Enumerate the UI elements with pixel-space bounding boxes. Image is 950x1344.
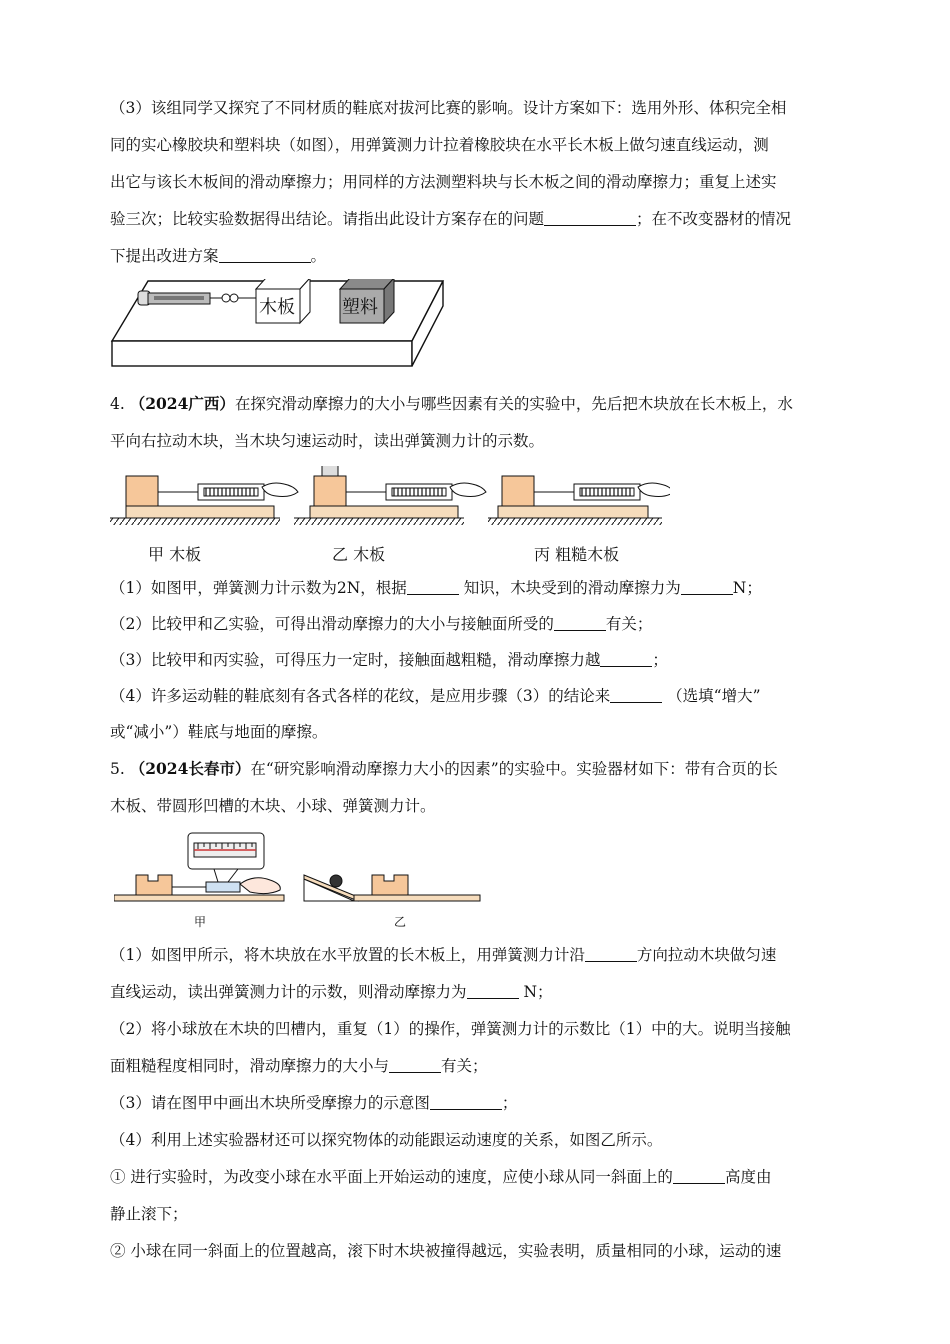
q4-intro-line2: 平向右拉动木块，当木块匀速运动时，读出弹簧测力计的示数。 xyxy=(110,432,545,450)
grooved-block xyxy=(136,875,172,895)
q3-line5 xyxy=(110,238,840,275)
q4-p1-tail: N； xyxy=(732,579,762,597)
grooved-block xyxy=(372,875,408,895)
q5-p1-cont-text: 直线运动，读出弹簧测力计的示数，则滑动摩擦力为 xyxy=(110,983,467,1001)
answer-blank[interactable] xyxy=(610,687,662,704)
q5-intro-line1 xyxy=(110,750,840,788)
answer-blank[interactable] xyxy=(219,247,311,264)
q5-p2-tail: 有关； xyxy=(441,1057,488,1075)
q5-part2-cont xyxy=(110,1048,840,1085)
q5-sub1-text: ① 进行实验时，为改变小球在水平面上开始运动的速度，应使小球从同一斜面上的 xyxy=(110,1168,673,1186)
q4-intro-text: 在探究滑动摩擦力的大小与哪些因素有关的实验中，先后把木块放在长木板上，水 xyxy=(234,395,793,413)
answer-blank[interactable] xyxy=(467,983,519,1000)
spring-scale-icon xyxy=(206,882,240,892)
q4-part3 xyxy=(110,642,840,678)
caption-yi: 乙 木板 xyxy=(332,545,386,564)
answer-blank[interactable] xyxy=(600,651,652,668)
caption-jia: 甲 木板 xyxy=(148,545,202,564)
figure-yi-5 xyxy=(304,875,480,901)
q3-line2: 同的实心橡胶块和塑料块（如图），用弹簧测力计拉着橡胶块在水平长木板上做匀速直线运动，测 xyxy=(110,136,769,154)
q3-line4 xyxy=(110,201,840,238)
q5-p1-text: （1）如图甲所示，将木块放在水平放置的长木板上，用弹簧测力计沿 xyxy=(110,946,585,964)
q4-p2-tail: 有关； xyxy=(605,615,653,633)
figure-jia-5 xyxy=(114,833,284,901)
q4-p2-text: （2）比较甲和乙实验，可得出滑动摩擦力的大小与接触面所受的 xyxy=(110,615,554,633)
q4-p1-mid: 知识，木块受到的滑动摩擦力为 xyxy=(463,579,681,597)
caption-jia-5: 甲 xyxy=(194,915,207,929)
q5-sub1 xyxy=(110,1159,840,1196)
hand-icon xyxy=(240,878,280,894)
q3-line4-tail: ；在不改变器材的情况 xyxy=(636,210,792,228)
q5-p3-tail: ； xyxy=(501,1094,518,1112)
figure-yi xyxy=(294,466,486,525)
q5-part1 xyxy=(110,937,840,974)
q4-part4 xyxy=(110,678,840,714)
q5-p1-mid: 方向拉动木块做匀速 xyxy=(636,946,777,964)
plastic-label: 塑料 xyxy=(342,297,378,318)
answer-blank[interactable] xyxy=(673,1168,725,1185)
wood-label: 木板 xyxy=(259,297,295,318)
plastic-block xyxy=(340,279,394,323)
answer-blank[interactable] xyxy=(585,946,637,963)
figure-jia xyxy=(110,476,298,525)
q4-intro-line1 xyxy=(110,385,840,423)
q4-p1-text: （1）如图甲，弹簧测力计示数为2N，根据 xyxy=(110,579,407,597)
q4-p3-text: （3）比较甲和丙实验，可得压力一定时，接触面越粗糙，滑动摩擦力越 xyxy=(110,651,601,669)
q5-diagram xyxy=(114,829,494,924)
page-content xyxy=(110,90,840,1270)
q4-number: 4. xyxy=(110,395,125,413)
q3-figure xyxy=(110,279,840,379)
q4-p4-mid: （选填“增大” xyxy=(667,687,761,705)
q4-source: （2024广西） xyxy=(129,394,235,413)
q3-line5-tail: 。 xyxy=(310,247,327,265)
q4-part2 xyxy=(110,606,840,642)
figure-bing xyxy=(488,476,670,525)
q5-source: （2024长春市） xyxy=(129,759,251,778)
q5-sub2: ② 小球在同一斜面上的位置越高，滚下时木块被撞得越远，实验表明，质量相同的小球，运动的速 xyxy=(110,1242,782,1260)
q5-p3-text: （3）请在图甲中画出木块所受摩擦力的示意图 xyxy=(110,1094,430,1112)
q5-number: 5. xyxy=(110,760,125,778)
q5-sub1-tail: 高度由 xyxy=(724,1168,772,1186)
q5-p2-text: 面粗糙程度相同时，滑动摩擦力的大小与 xyxy=(110,1057,390,1075)
weight-icon xyxy=(322,466,338,476)
answer-blank[interactable] xyxy=(430,1094,502,1111)
q5-intro-text: 在“研究影响滑动摩擦力大小的因素”的实验中。实验器材如下：带有合页的长 xyxy=(250,760,778,778)
q5-intro-line2: 木板、带圆形凹槽的木块、小球、弹簧测力计。 xyxy=(110,797,436,815)
q5-part4: （4）利用上述实验器材还可以探究物体的动能跟运动速度的关系，如图乙所示。 xyxy=(110,1131,663,1149)
q4-figures xyxy=(110,466,840,596)
caption-bing: 丙 粗糙木板 xyxy=(534,545,620,564)
q5-part3 xyxy=(110,1085,840,1122)
q3-line3: 出它与该长木板间的滑动摩擦力；用同样的方法测塑料块与长木板之间的滑动摩擦力；重复上述实 xyxy=(110,173,777,191)
q5-sub1-cont: 静止滚下； xyxy=(110,1205,188,1223)
q4-part4-cont: 或“减小”）鞋底与地面的摩擦。 xyxy=(110,723,328,741)
answer-blank[interactable] xyxy=(544,210,636,227)
q3-line5-text: 下提出改进方案 xyxy=(110,247,219,265)
ball-icon xyxy=(330,875,342,887)
q4-p4-text: （4）许多运动鞋的鞋底刻有各式各样的花纹，是应用步骤（3）的结论来 xyxy=(110,687,611,705)
q3-line1: （3）该组同学又探究了不同材质的鞋底对拔河比赛的影响。设计方案如下：选用外形、体积完全相 xyxy=(110,99,787,117)
caption-yi-5: 乙 xyxy=(394,915,407,929)
q3-line4-text: 验三次；比较实验数据得出结论。请指出此设计方案存在的问题 xyxy=(110,210,545,228)
answer-blank[interactable] xyxy=(389,1057,441,1074)
answer-blank[interactable] xyxy=(554,615,606,632)
q5-figures xyxy=(110,829,840,937)
q5-p1-tail: N； xyxy=(523,983,553,1001)
board-experiment-diagram xyxy=(110,279,450,374)
q4-p3-tail: ； xyxy=(652,651,668,669)
q5-part2: （2）将小球放在木块的凹槽内，重复（1）的操作，弹簧测力计的示数比（1）中的大。说明当接触 xyxy=(110,1020,791,1038)
q5-part1-cont xyxy=(110,974,840,1011)
wood-block xyxy=(256,279,310,323)
